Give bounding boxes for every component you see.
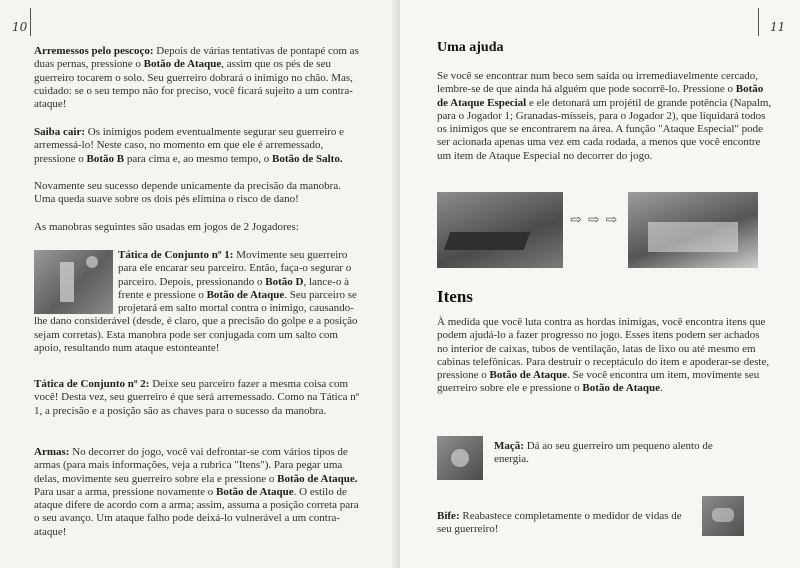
item-apple-description: Maçã: Dá ao seu guerreiro um pequeno alento de energia. bbox=[494, 440, 713, 466]
paragraph-items: À medida que você luta contra as hordas inimigas, você encontra itens que podem ajudá-lo a fazer progresso no jogo. Esses itens podem ser achados no interior de caixas, tubos de ventilação, latas de lixo ou até mesmo em cabinas telefônicas. Para destruir o receptáculo do item e apoderar-se deste, pressione o Botão de Ataque. Se você encontra um item, movimente seu guerreiro sobre ele e pressione o Botão de Ataque. bbox=[437, 316, 770, 395]
page-rule bbox=[758, 8, 759, 36]
paragraph-weapons: Armas: No decorrer do jogo, você vai defrontar-se com vários tipos de armas (para mais informações, veja a rubrica "Itens"). Para pegar uma delas, movimente seu guerreiro sobre ela e pressione o Botão de Ataque. Para usar a arma, pressione novamente o Botão de Ataque. O estilo de ataque difere de acordo com a arma; assim, assuma a posição correta para o seu avanço. Um ataque falho pode deixá-lo vulnerável a um contra-ataque! bbox=[34, 446, 359, 538]
special-attack-screenshot-2 bbox=[628, 192, 758, 268]
paragraph-team-tactic-1: Tática de Conjunto nº 1: Movimente seu guerreiro para ele encarar seu parceiro. Então, faça-o segurar o parceiro. Depois, pressionando o Botão D, lance-o à frente e pressione o Botão de Ataque. Seu parceiro se projetará em salto mortal contra o inimigo, causando-lhe dano considerável (desde, é claro, que a precisão do golpe e a posição sejam corretas). Esta manobra pode ser conjugada com um salto com apoio, resultando num ataque estonteante! bbox=[34, 249, 358, 355]
paragraph-precision: Novamente seu sucesso depende unicamente da precisão da manobra. Uma queda suave sobre os dois pés elimina o risco de dano! bbox=[34, 180, 341, 206]
paragraph-special-attack: Se você se encontrar num beco sem saída ou irremediavelmente cercado, lembre-se de que ainda há alguém que pode socorrê-lo. Pressione o Botão de Ataque Especial e ele detonará um projétil de grande potência (Napalm, para o Jogador 1; Granadas-mísseis, para o Jogador 2), que liquidará todos os inimigos que se encontrarem na área. A função "Ataque Especial" pode ser acionada apenas uma vez em cada rodada, a menos que você encontre um item de Ataque Especial no decorrer do jogo. bbox=[437, 70, 772, 162]
page-number: 11 bbox=[770, 20, 786, 34]
special-attack-screenshot-1 bbox=[437, 192, 563, 268]
paragraph-two-player: As manobras seguintes são usadas em jogos de 2 Jogadores: bbox=[34, 221, 299, 233]
right-page bbox=[400, 0, 800, 568]
item-steak-description: Bife: Reabastece completamente o medidor de vidas de seu guerreiro! bbox=[437, 510, 682, 536]
section-title-help: Uma ajuda bbox=[437, 40, 504, 55]
section-title-items: Itens bbox=[437, 287, 473, 306]
steak-item-image bbox=[702, 496, 744, 536]
paragraph-fall: Saiba cair: Os inimigos podem eventualmente segurar seu guerreiro e arremessá-lo! Neste caso, no momento em que ele é arremessado, pressione o Botão B para cima e, ao mesmo tempo, o Botão de Salto. bbox=[34, 126, 345, 165]
apple-item-image bbox=[437, 436, 483, 480]
paragraph-neck-throw: Arremessos pelo pescoço: Depois de várias tentativas de pontapé com as duas pernas, pressione o Botão de Ataque, assim que os pés de seu guerreiro tocarem o solo. Seu guerreiro dobrará o inimigo no chão. Mas, cuidado: se o seu tempo não for preciso, você ficará sujeito a um contra-ataque! bbox=[34, 45, 359, 111]
page-rule bbox=[30, 8, 31, 36]
paragraph-team-tactic-2: Tática de Conjunto nº 2: Deixe seu parceiro fazer a mesma coisa com você! Desta vez, seu guerreiro é que será arremessado. Como na Tática nº 1, a precisão e a posição são as chaves para o sucesso da manobra. bbox=[34, 378, 360, 417]
sequence-arrows-icon: ⇨⇨⇨ bbox=[570, 212, 624, 228]
page-number: 10 bbox=[12, 20, 28, 34]
